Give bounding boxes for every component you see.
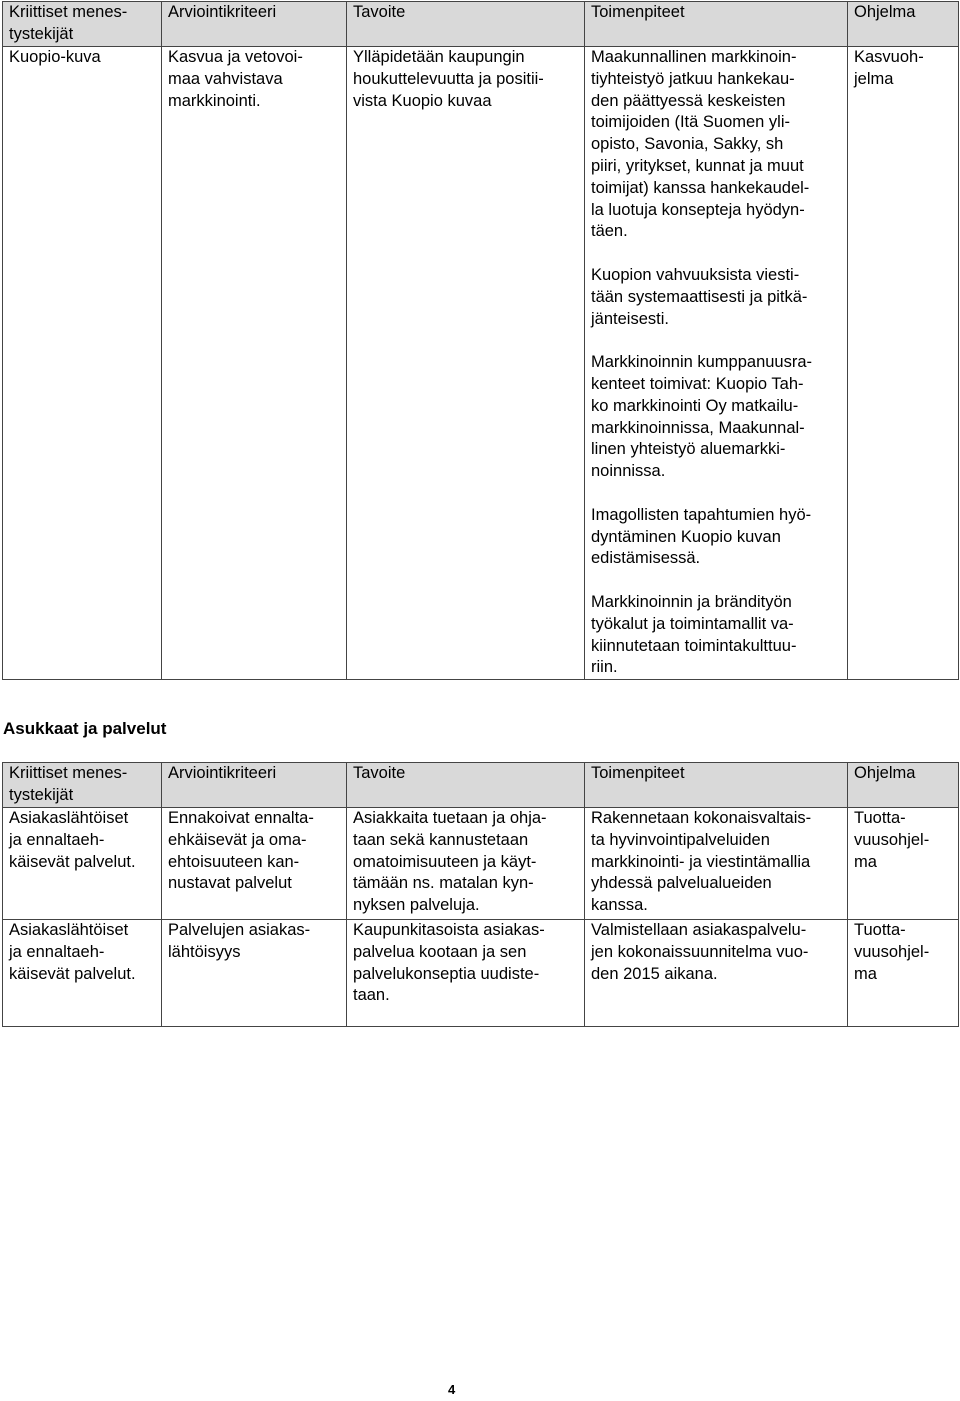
cell-actions — [585, 47, 848, 680]
cell-evaluation-criterion: Palvelujen asiakas- lähtöisyys — [162, 919, 347, 1026]
column-header-actions: Toimenpiteet — [585, 763, 848, 808]
action-paragraph: Imagollisten tapahtumien hyö- dyntäminen Kuopio kuvan edistämisessä. — [591, 505, 812, 568]
table-row — [3, 808, 959, 920]
page-number: 4 — [448, 1382, 456, 1397]
action-paragraph: Markkinoinnin kumppanuusra- kenteet toimivat: Kuopio Tah- ko markkinointi Oy matkailu- markkinoinnissa, Maakunnal- linen yhteistyö aluemarkki- noinnissa. — [591, 353, 813, 481]
column-header-critical-factors: Kriittiset menes- tystekijät — [3, 2, 162, 47]
cell-program: Tuotta- vuusohjel- ma — [848, 808, 959, 920]
column-header-goal: Tavoite — [347, 2, 585, 47]
cell-program: Kasvuoh- jelma — [848, 47, 959, 680]
strategy-table-residents-services — [2, 762, 959, 1027]
table-row — [3, 919, 959, 1026]
column-header-goal: Tavoite — [347, 763, 585, 808]
action-paragraph: Maakunnallinen markkinoin- tiyhteistyö jatkuu hankekau- den päättyessä keskeisten toimijoiden (Itä Suomen yli- opisto, Savonia, Sakky, sh piiri, yritykset, kunnat ja muut toimijat) kanssa hankekaudel- la luotuja konsepteja hyödyn- täen. — [591, 48, 810, 241]
cell-goal: Asiakkaita tuetaan ja ohja- taan sekä kannustetaan omatoimisuuteen ja käyt- tämään ns. matalan kyn- nyksen palveluja. — [347, 808, 585, 920]
column-header-evaluation-criterion: Arviointikriteeri — [162, 2, 347, 47]
column-header-actions: Toimenpiteet — [585, 2, 848, 47]
cell-critical-factor: Asiakaslähtöiset ja ennaltaeh- käisevät palvelut. — [3, 919, 162, 1026]
action-paragraph: Markkinoinnin ja brändityön työkalut ja toimintamallit va- kiinnutetaan toimintakulttuu- riin. — [591, 592, 797, 677]
cell-evaluation-criterion: Ennakoivat ennalta- ehkäisevät ja oma- ehtoisuuteen kan- nustavat palvelut — [162, 808, 347, 920]
column-header-program: Ohjelma — [848, 763, 959, 808]
action-paragraph: Kuopion vahvuuksista viesti- tään systemaattisesti ja pitkä- jänteisesti. — [591, 265, 808, 328]
cell-program: Tuotta- vuusohjel- ma — [848, 919, 959, 1026]
cell-actions: Valmistellaan asiakaspalvelu- jen kokonaissuunnitelma vuo- den 2015 aikana. — [585, 919, 848, 1026]
cell-critical-factor: Asiakaslähtöiset ja ennaltaeh- käisevät palvelut. — [3, 808, 162, 920]
cell-actions: Rakennetaan kokonaisvaltais- ta hyvinvointipalveluiden markkinointi- ja viestintämallia yhdessä palvelualueiden kanssa. — [585, 808, 848, 920]
table-header-row — [3, 763, 959, 808]
column-header-program: Ohjelma — [848, 2, 959, 47]
cell-goal: Ylläpidetään kaupungin houkuttelevuutta ja positii- vista Kuopio kuvaa — [347, 47, 585, 680]
column-header-evaluation-criterion: Arviointikriteeri — [162, 763, 347, 808]
column-header-critical-factors: Kriittiset menes- tystekijät — [3, 763, 162, 808]
table-header-row — [3, 2, 959, 47]
strategy-table-kuopio-kuva — [2, 1, 959, 680]
cell-critical-factor: Kuopio-kuva — [3, 47, 162, 680]
table-row — [3, 47, 959, 680]
section-heading: Asukkaat ja palvelut — [3, 719, 167, 738]
cell-goal: Kaupunkitasoista asiakas- palvelua kootaan ja sen palvelukonseptia uudiste- taan. — [347, 919, 585, 1026]
cell-evaluation-criterion: Kasvua ja vetovoi- maa vahvistava markkinointi. — [162, 47, 347, 680]
